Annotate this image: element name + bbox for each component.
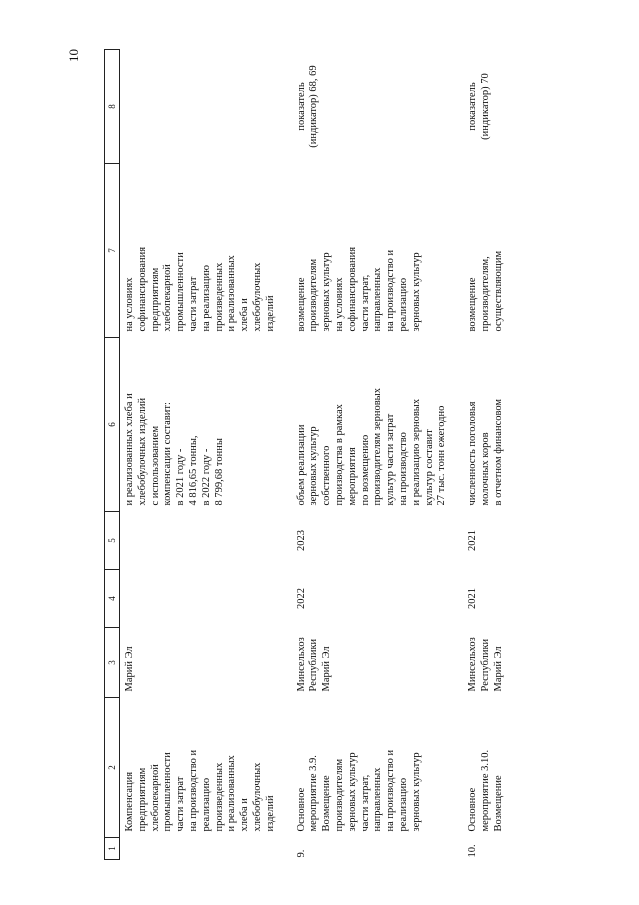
rotated-table-sheet <box>104 50 574 860</box>
indicator-cell: показатель (индикатор) 68, 69 <box>295 65 320 148</box>
event-name-cell: Компенсация предприятиям хлебопекарной промышленности части затрат на производство и реализацию произведенных и реализованных хлеба и хлебобулочных изделий <box>124 749 276 832</box>
page-number: 10 <box>66 49 81 62</box>
main-directions-cell: на условиях софинансирования предприятиям хлебопекарной промышленности части затрат на реализацию произведенных и реализованных хлеба и хлебобулочных изделий <box>124 246 276 332</box>
indicator-cell: показатель (индикатор) 70 <box>467 73 491 140</box>
main-directions-cell: возмещение производителям зерновых культур на условиях софинансирования части затрат, направленных на производство и реализацию зерновых культур <box>295 246 422 332</box>
end-year-cell: 2021 <box>467 530 479 551</box>
expected-result-cell: и реализованных хлеба и хлебобулочных изделий с использованием компенсации составит: в 2021 году - 4 816,65 тонны, в 2022 году - 8 799,68 тонны <box>124 393 225 506</box>
table-row <box>463 50 519 860</box>
end-year-cell: 2023 <box>295 530 307 551</box>
event-name-cell: Основное мероприятие 3.9. Возмещение производителям зерновых культур части затрат, направленных на производство и реализацию зерновых культур <box>295 749 422 832</box>
column-header-5: 5 <box>105 512 120 570</box>
column-header-7: 7 <box>105 164 120 338</box>
column-header-8: 8 <box>105 50 120 164</box>
executor-cell: Марий Эл <box>124 646 135 692</box>
row-number: 10. <box>467 844 479 858</box>
column-header-1: 1 <box>105 838 120 860</box>
main-directions-cell: возмещение производителям, осуществляющим <box>467 250 504 332</box>
start-year-cell: 2021 <box>467 588 479 609</box>
program-events-table <box>104 49 520 860</box>
table-row <box>120 50 292 860</box>
table-row <box>292 50 464 860</box>
executor-cell: Минсельхоз Республики Марий Эл <box>467 637 504 692</box>
start-year-cell: 2022 <box>295 588 307 609</box>
row-number <box>120 838 292 860</box>
end-year-cell <box>120 512 292 570</box>
executor-cell: Минсельхоз Республики Марий Эл <box>295 637 333 692</box>
column-number-row <box>105 50 120 860</box>
indicator-cell <box>120 50 292 164</box>
event-name-cell: Основное мероприятие 3.10. Возмещение <box>467 749 504 832</box>
expected-result-cell: численность поголовья молочных коров в отчетном финансовом <box>467 398 504 506</box>
start-year-cell <box>120 570 292 628</box>
row-number: 9. <box>295 849 307 858</box>
column-header-3: 3 <box>105 628 120 698</box>
column-header-6: 6 <box>105 338 120 512</box>
expected-result-cell: объем реализации зерновых культур собственного производства в рамках мероприятия по возмещению производителям зерновых культур части затрат на производство и реализацию зерновых культур составит 27 тыс. тонн ежегодно <box>295 388 448 506</box>
column-header-2: 2 <box>105 698 120 838</box>
column-header-4: 4 <box>105 570 120 628</box>
